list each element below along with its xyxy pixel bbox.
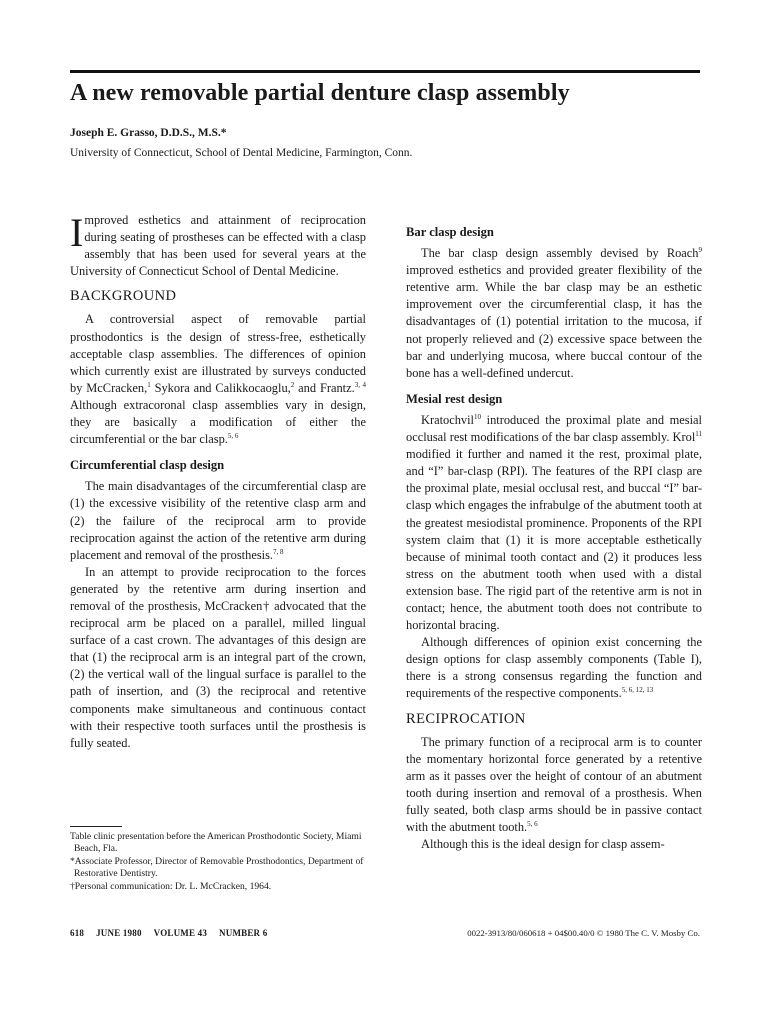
citation-3-4: 3, 4 xyxy=(354,380,367,389)
issue-date: JUNE 1980 xyxy=(96,928,142,938)
number-label: NUMBER 6 xyxy=(219,928,268,938)
footnote-rule xyxy=(70,826,122,827)
left-column xyxy=(70,212,366,752)
article-affiliation: University of Connecticut, School of Dental Medicine, Farmington, Conn. xyxy=(70,147,413,159)
footnote-author-position: *Associate Professor, Director of Removable Prosthodontics, Department of Restorative Dentistry. xyxy=(70,855,364,880)
citation-10: 10 xyxy=(474,412,481,421)
footnotes xyxy=(70,831,366,893)
circumferential-heading: Circumferential clasp design xyxy=(70,458,225,473)
background-heading: BACKGROUND xyxy=(70,288,177,305)
citation-7-8: 7, 8 xyxy=(273,547,284,556)
top-rule xyxy=(70,70,700,73)
footer-citation: 0022-3913/80/060618 + 04$00.40/0 © 1980 The C. V. Mosby Co. xyxy=(467,928,700,938)
mesial-rest-paragraph-1: Kratochvil$^{10}$ introduced the proximal plate and mesial occlusal rest modifications of the bar clasp assembly. Krol$^{11}$ modified it further and named it the rest, proximal plate, and “I” bar-clasp (RPI). The features of the RPI clasp are the proximal plate, mesial occlusal rest, and buccal “I” bar-clasp which engages the infrabulge of the abutment tooth at the greatest mesiodistal prominence. Proponents of the RPI system claim that (1) it is more acceptable esthetically because of minimal tooth contact and (2) it produces less stress on the abutment tooth when used with a distal extension base. The rigid part of the retentive arm is not in contact; hence, the abutment tooth does not contribute to horizontal bracing. xyxy=(406,412,703,633)
citation-9: 9 xyxy=(698,246,702,255)
citation-5-6-12-13: 5, 6, 12, 13 xyxy=(621,686,654,695)
reciprocation-paragraph-2: Although this is the ideal design for clasp assem- xyxy=(421,837,665,852)
circumferential-paragraph-2: In an attempt to provide reciprocation to the forces generated by the retentive arm during insertion and removal of the prosthesis, McCracken† advocated that the reciprocal arm be placed on a parallel, milled lingual surface of a cast crown. The advantages of this design are that (1) the reciprocal arm is an integral part of the crown, (2) the vertical wall of the lingual surface is parallel to the path of insertion, and (3) the reciprocal and retentive components make simultaneous and continuous contact with their respective tooth surfaces until the prosthesis is fully seated. xyxy=(70,564,366,750)
reciprocation-heading: RECIPROCATION xyxy=(406,710,526,727)
volume-label: VOLUME 43 xyxy=(153,928,208,938)
citation-2: 2 xyxy=(290,380,295,389)
page-number: 618 xyxy=(70,928,85,938)
citation-5-6-b: 5, 6 xyxy=(527,820,538,829)
mesial-rest-paragraph-2: Although differences of opinion exist concerning the design options for clasp assembly components (Table I), there is a strong consensus regarding the function and requirements of the respective components.$^{5, 6, 12, 13}$ xyxy=(406,635,702,701)
reciprocation-paragraph-1: The primary function of a reciprocal arm is to counter the momentary horizontal force generated by a retentive arm as it passes over the height of contour of an abutment tooth during insertion and removal of a prosthesis. When fully seated, both clasp arms should be in passive contact with the abutment tooth.$^{5, 6}$ xyxy=(406,734,702,835)
footnote-personal-communication: †Personal communication: Dr. L. McCracken, 1964. xyxy=(70,880,272,892)
article-authors: Joseph E. Grasso, D.D.S., M.S.* xyxy=(70,127,227,139)
mesial-rest-heading: Mesial rest design xyxy=(406,391,503,406)
bar-clasp-paragraph: The bar clasp design assembly devised by Roach$^9$ improved esthetics and provided greater flexibility of the retentive arm. While the bar clasp may be an esthetic improvement over the circumferential clasp, it has the disadvantages of (1) potential irritation to the mucosa, if not properly relieved and (2) excessive space between the bar and underlying mucosa, where buccal contour of the bone has a well-defined undercut. xyxy=(406,246,702,380)
right-column xyxy=(406,224,702,853)
citation-5-6: 5, 6 xyxy=(227,432,239,441)
citation-1: 1 xyxy=(147,380,151,389)
footnote-presentation: Table clinic presentation before the American Prosthodontic Society, Miami Beach, Fla. xyxy=(70,831,362,855)
footer-journal-info xyxy=(70,928,279,938)
citation-11: 11 xyxy=(695,430,703,439)
article-title: A new removable partial denture clasp assembly xyxy=(70,80,570,106)
intro-paragraph: Improved esthetics and attainment of reciprocation during seating of prostheses can be effected with a clasp assembly that has been used for several years at the University of Connecticut School of Dental Medicine. xyxy=(70,210,366,279)
background-paragraph: A controversial aspect of removable partial prosthodontics is the design of stress-free, esthetically acceptable clasp assemblies. The differences of opinion which currently exist are illustrated by surveys conducted by McCracken,$^1$ Sykora and Calikkocaoglu,$^2$ and Frantz.$^{3, 4}$ Although extracoronal clasp assemblies vary in design, they are basically a modification of either the circumferential or the bar clasp.$^{5, 6}$ xyxy=(70,312,367,447)
bar-clasp-heading: Bar clasp design xyxy=(406,225,494,239)
circumferential-paragraph-1: The main disadvantages of the circumferential clasp are (1) the excessive visibility of the retentive clasp arm and (2) the failure of the reciprocal arm to provide reciprocation against the action of the retentive arm during placement and removal of the prosthesis.$^{7, 8}$ xyxy=(70,479,366,562)
